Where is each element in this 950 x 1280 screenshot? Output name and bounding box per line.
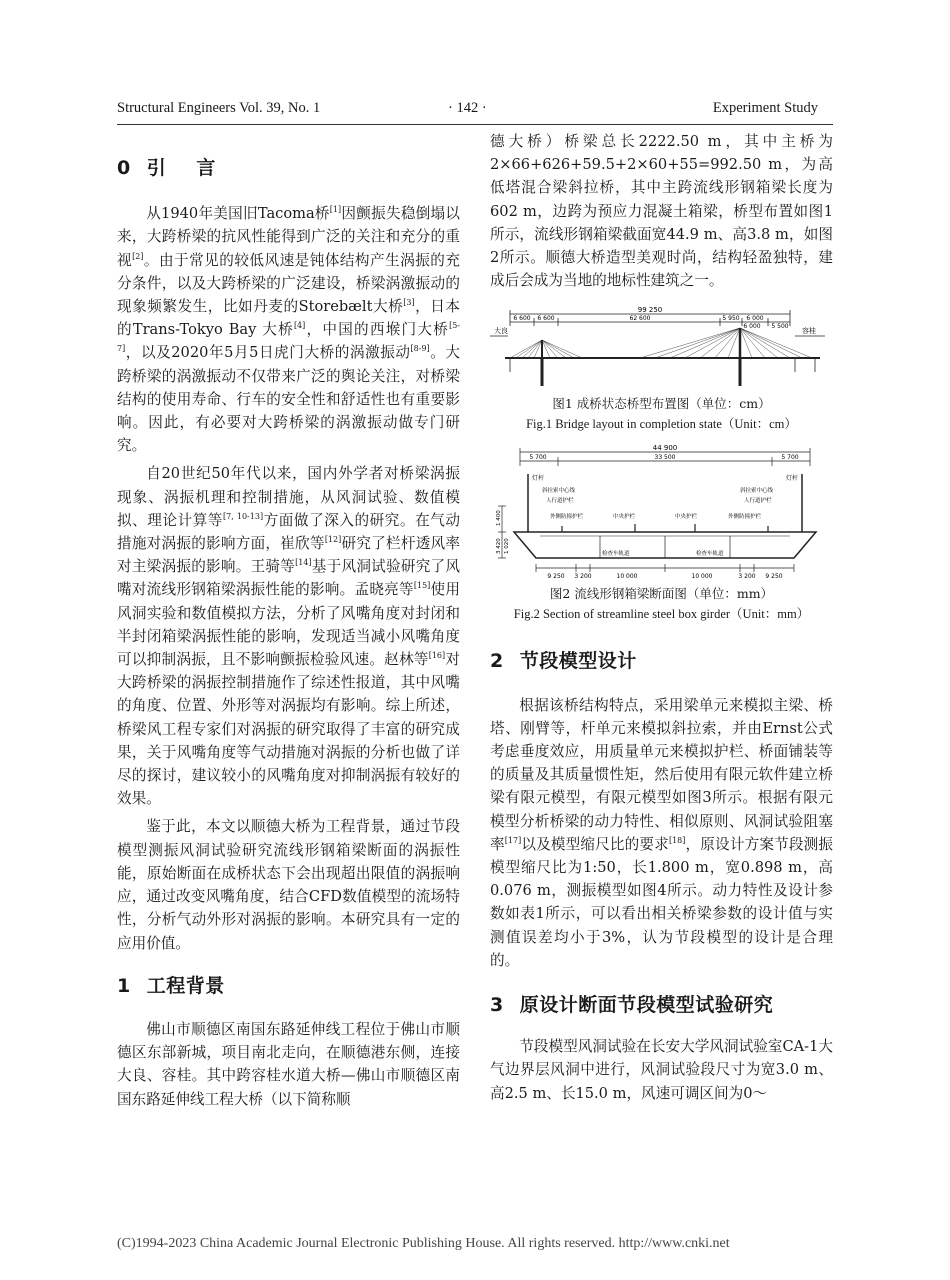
intro-paragraph-2: 自20世纪50年代以来，国内外学者对桥梁涡振现象、涡振机理和控制措施，从风洞试验、数值模拟、理论计算等[7, 10-13]方面做了深入的研究。在气动措施对涡振的影响方面，崔欣等[12]研究了栏杆透风率对主梁涡振的影响。王骑等[14]基于风洞试验研究了风嘴对流线形钢箱梁涡振性能的影响。孟晓亮等[15]使用风洞实验和数值模拟方法，分析了风嘴角度对封闭和半封闭箱梁涡振性能的影响，发现适当减小风嘴角度可以抑制涡振，且不影响颤振检验风速。赵林等[16]对大跨桥梁的涡振控制措施作了综述性报道，其中风嘴的角度、位置、外形等对涡振均有影响。综上所述，桥梁风工程专家们对涡振的研究取得了丰富的研究成果，关于风嘴角度等气动措施对涡振的分析也做了详尽的探讨，建议较小的风嘴角度对抑制涡振有较好的效果。: [117, 465, 460, 808]
intro-paragraph-3: 鉴于此，本文以顺德大桥为工程背景，通过节段模型测振风洞试验研究流线形钢箱梁断面的涡振性能，原始断面在成桥状态下会出现超出限值的涡振响应，通过改变风嘴角度，结合CFD数值模型的流场特性，分析气动外形对涡振的影响。本研究具有一定的应用价值。: [117, 818, 460, 952]
figure-2-caption-cn: 图2 流线形钢箱梁断面图（单位：mm）: [549, 586, 774, 602]
dim-e: 6 000: [743, 323, 761, 331]
left-column: [117, 130, 460, 1111]
citation[interactable]: [1]: [329, 205, 342, 215]
label-walkway-right: 人行道护栏: [744, 498, 772, 505]
figure-1: [490, 306, 833, 388]
label-lamp-left: 灯杆: [532, 475, 545, 483]
label-walkway-left: 人行道护栏: [546, 498, 574, 505]
dim-side-left: 5 700: [529, 454, 547, 462]
section-title: 工程背景: [146, 974, 225, 997]
box-girder-section-diagram: [490, 444, 833, 582]
label-guard-left: 外侧防撞护栏: [550, 514, 584, 521]
citation[interactable]: [4]: [293, 321, 306, 331]
dim-bottom-3: 10 000: [616, 573, 638, 581]
citation[interactable]: [16]: [428, 651, 446, 661]
section-2-heading: [490, 650, 833, 673]
dim-f: 5 500: [771, 323, 789, 331]
section-number: 1: [117, 974, 131, 997]
dim-c: 5 950: [722, 315, 740, 323]
label-track-right: 检查车轨道: [696, 551, 724, 558]
dim-height-3: 1 020: [504, 538, 510, 555]
label-guard-right: 外侧防撞护栏: [728, 514, 762, 521]
section-title: 节段模型设计: [519, 650, 637, 673]
header-rule: [117, 124, 833, 125]
section-number: 0: [117, 157, 131, 179]
label-lamp-right: 灯杆: [786, 475, 799, 483]
dim-bottom-6: 9 250: [765, 573, 783, 581]
dim-bottom-1: 9 250: [547, 573, 565, 581]
citation[interactable]: [17]: [504, 835, 522, 845]
dim-total: 44 900: [652, 444, 678, 453]
dim-height-2: 3 420: [496, 538, 502, 555]
dim-main: 62 600: [629, 315, 651, 323]
wind-tunnel-paragraph: 节段模型风洞试验在长安大学风洞试验室CA-1大气边界层风洞中进行，风洞试验段尺寸为宽3.0 m、高2.5 m、长15.0 m，风速可调区间为0～: [490, 1038, 833, 1102]
dim-d: 6 000: [746, 315, 764, 323]
section-3-heading: [490, 994, 833, 1017]
label-ronggui: 容桂: [802, 327, 816, 336]
citation[interactable]: [18]: [668, 835, 686, 845]
dim-height-1: 1 400: [496, 510, 502, 527]
dim-bottom-4: 10 000: [691, 573, 713, 581]
section-title: 引 言: [146, 157, 228, 179]
dim-mid: 33 500: [654, 454, 676, 462]
citation[interactable]: [15]: [413, 581, 431, 591]
citation[interactable]: [14]: [295, 558, 312, 568]
dim-b: 6 600: [537, 315, 555, 323]
label-center-right: 中央护栏: [675, 514, 698, 521]
background-paragraph-cont: 德大桥）桥梁总长2222.50 m，其中主桥为2×66+626+59.5+2×60+55=992.50 m，为高低塔混合梁斜拉桥，其中主跨流线形钢箱梁长度为602 m，边跨为预应力混凝土箱梁，桥型布置如图1所示，流线形钢箱梁截面宽44.9 m、高3.8 m，如图2所示。顺德大桥造型美观时尚，结构轻盈独特，建成后会成为当地的地标性建筑之一。: [490, 133, 833, 290]
dim-bottom-5: 3 200: [738, 573, 756, 581]
figure-1-caption-cn: 图1 成桥状态桥型布置图（单位：cm）: [552, 396, 771, 412]
section-title: 原设计断面节段模型试验研究: [519, 994, 774, 1017]
dim-a: 6 600: [513, 315, 531, 323]
citation[interactable]: [7, 10-13]: [223, 511, 264, 521]
citation[interactable]: [12]: [324, 535, 342, 545]
article-category: Experiment Study: [712, 100, 818, 116]
right-column: [490, 130, 833, 1105]
citation[interactable]: [8-9]: [410, 344, 430, 354]
section-number: 2: [490, 650, 504, 673]
label-daliang: 大良: [494, 327, 508, 336]
dim-total: 99 250: [637, 306, 663, 315]
intro-paragraph-1: 从1940年美国旧Tacoma桥[1]因颤振失稳倒塌以来，大跨桥梁的抗风性能得到广泛的关注和充分的重视[2]。由于常见的较低风速是钝体结构产生涡振的充分条件，以及大跨桥梁的广泛建设，桥梁涡激振动的现象频繁发生，比如丹麦的Storebælt大桥[3]，日本的Trans-Tokyo Bay 大桥[4]，中国的西堠门大桥[5-7]，以及2020年5月5日虎门大桥的涡激振动[8-9]。大跨桥梁的涡激振动不仅带来广泛的舆论关注，对桥梁结构的使用寿命、行车的安全性和舒适性也有重要影响。因此，有必要对大跨桥梁的涡激振动做专门研究。: [117, 205, 460, 455]
figure-2: [490, 444, 833, 582]
bridge-layout-diagram: [490, 306, 833, 388]
journal-header: Structural Engineers Vol. 39, No. 1: [117, 100, 321, 116]
model-design-paragraph: 根据该桥结构特点，采用梁单元来模拟主梁、桥塔、刚臂等，杆单元来模拟斜拉索，并由Ernst公式考虑垂度效应，用质量单元来模拟护栏、桥面铺装等的质量及其质量惯性矩，然后使用有限元软件建立桥梁有限元模型，有限元模型如图3所示。根据有限元模型分析桥梁的动力特性、相似原则、风洞试验阻塞率[17]以及模型缩尺比的要求[18]，原设计方案节段测振模型缩尺比为1:50，长1.800 m，宽0.898 m，高0.076 m，测振模型如图4所示。动力特性及设计参数如表1所示，可以看出相关桥梁参数的设计值与实测值误差均小于3%，认为节段模型的设计是合理的。: [490, 696, 833, 969]
label-track-left: 检查车轨道: [602, 551, 630, 558]
citation[interactable]: [3]: [403, 298, 415, 308]
label-center-left: 中央护栏: [613, 514, 636, 521]
label-cable-right: 斜拉索中心线: [740, 488, 774, 495]
citation[interactable]: [5-7]: [117, 321, 460, 354]
background-paragraph: 佛山市顺德区南国东路延伸线工程位于佛山市顺德区东部新城，项目南北走向，在顺德港东侧，连接大良、容桂。其中跨容桂水道大桥—佛山市顺德区南国东路延伸线工程大桥（以下简称顺: [117, 1020, 460, 1108]
section-0-heading: [117, 157, 460, 180]
citation[interactable]: [2]: [132, 251, 144, 261]
figure-1-caption-en: Fig.1 Bridge layout in completion state（Unit：cm）: [526, 417, 797, 432]
label-cable-left: 斜拉索中心线: [542, 488, 576, 495]
copyright-footer: (C)1994-2023 China Academic Journal Electronic Publishing House. All rights reserved. http://www.cnki.net: [117, 1236, 730, 1251]
figure-2-caption-en: Fig.2 Section of streamline steel box girder（Unit：mm）: [513, 607, 810, 622]
section-1-heading: [117, 975, 460, 998]
dim-side-right: 5 700: [781, 454, 799, 462]
page-number: · 142 ·: [448, 100, 487, 116]
section-number: 3: [490, 994, 504, 1017]
dim-bottom-2: 3 200: [574, 573, 592, 581]
